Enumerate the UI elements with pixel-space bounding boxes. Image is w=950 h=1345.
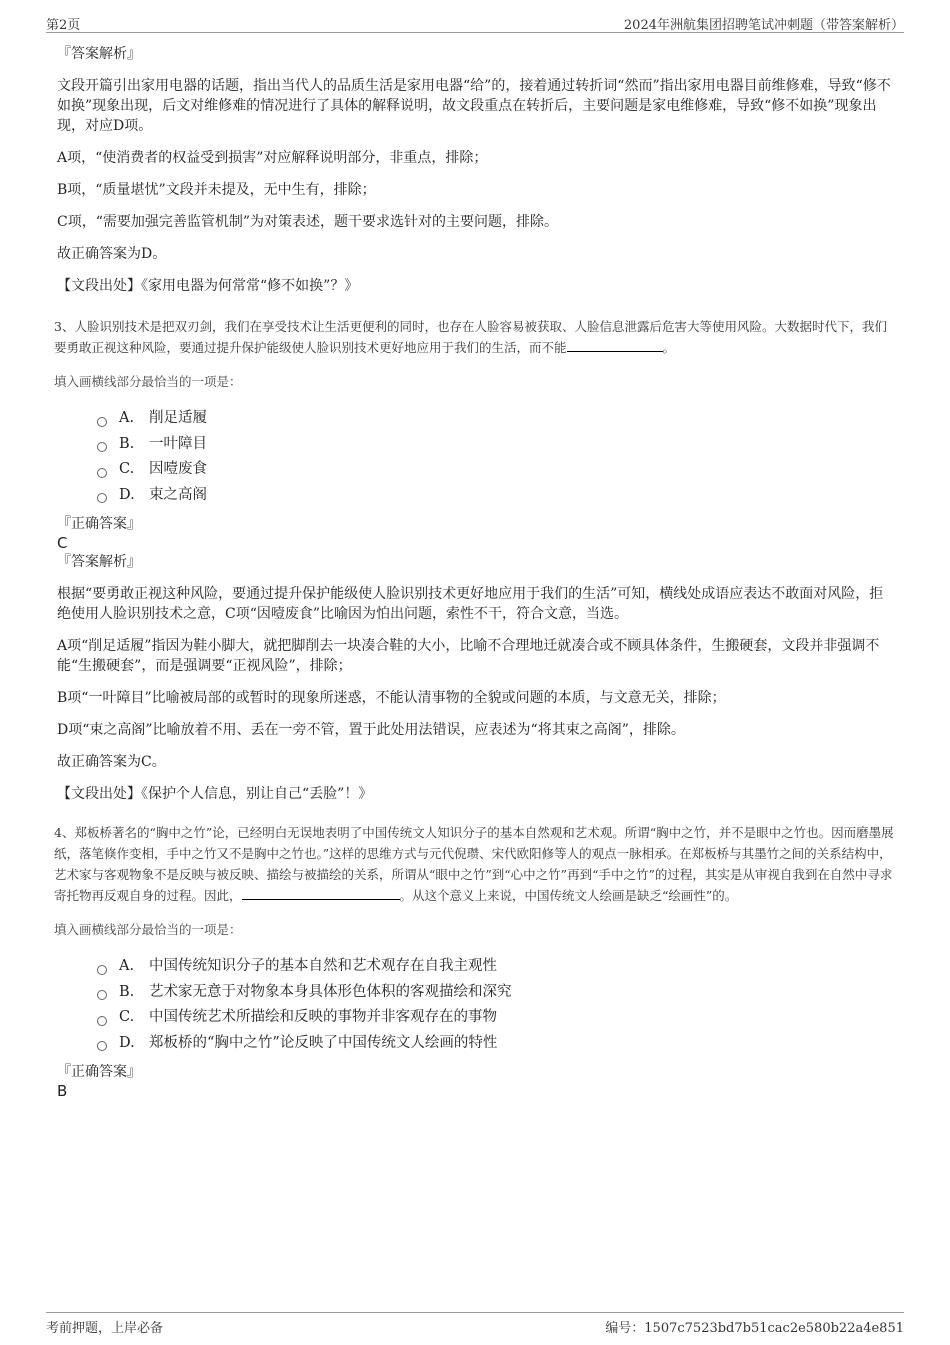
correct-answer-label: 『正确答案』: [57, 1064, 141, 1080]
analysis-option-b: B项，“质量堪忧”文段并未提及，无中生有，排除；: [57, 182, 376, 198]
document-title: 2024年洲航集团招聘笔试冲刺题（带答案解析）: [623, 18, 904, 33]
option-text: 束之高阁: [149, 486, 207, 503]
option-letter: A.: [119, 410, 135, 426]
option-text: 削足适履: [149, 410, 207, 426]
correct-answer: C: [57, 534, 68, 552]
radio-icon[interactable]: [97, 990, 107, 1000]
question-text-end: 。: [662, 340, 676, 355]
analysis-source: 【文段出处】《保护个人信息，别让自己“丢脸”！》: [57, 786, 373, 802]
option-text: 艺术家无意于对物象本身具体形色体积的客观描绘和深究: [149, 983, 512, 1000]
analysis-option-c: C项，“需要加强完善监管机制”为对策表述，题干要求选针对的主要问题，排除。: [57, 214, 559, 230]
option-text: 中国传统艺术所描绘和反映的事物并非客观存在的事物: [149, 1009, 497, 1025]
question-3: [54, 316, 895, 804]
option-d[interactable]: [97, 483, 895, 509]
analysis-option-a: A项，“使消费者的权益受到损害”对应解释说明部分，非重点，排除；: [57, 150, 488, 166]
option-letter: D.: [119, 1034, 135, 1051]
option-letter: C.: [119, 1009, 135, 1025]
question-prompt: 填入画横线部分最恰当的一项是：: [54, 374, 242, 389]
radio-icon[interactable]: [97, 493, 107, 503]
option-text: 郑板桥的“胸中之竹”论反映了中国传统文人绘画的特性: [149, 1034, 498, 1051]
question-4: [54, 822, 895, 1100]
option-letter: B.: [119, 983, 135, 1000]
main-content: [54, 44, 895, 1100]
analysis-option-d: D项“束之高阁”比喻放着不用、丢在一旁不管，置于此处用法错误，应表述为“将其束之高阁”，排除。: [57, 722, 685, 738]
radio-icon[interactable]: [97, 442, 107, 452]
radio-icon[interactable]: [97, 965, 107, 975]
radio-icon[interactable]: [97, 1016, 107, 1026]
option-d[interactable]: [97, 1031, 895, 1057]
analysis-conclusion: 故正确答案为C。: [57, 754, 166, 770]
option-letter: C.: [119, 461, 135, 477]
fill-blank: [567, 338, 663, 352]
analysis-label: 『答案解析』: [57, 46, 141, 62]
question-text-end: 。从这个意义上来说，中国传统文人绘画是缺乏“绘画性”的。: [399, 888, 738, 903]
option-letter: B.: [119, 435, 135, 452]
option-b[interactable]: [97, 432, 895, 458]
question-text: 4、郑板桥著名的“胸中之竹”论，已经明白无误地表明了中国传统文人知识分子的基本自然观和艺术观。所谓“胸中之竹，并不是眼中之竹也。因而磨墨展纸，落笔倏作变相，手中之竹又不是胸中之竹也。”这样的思维方式与元代倪瓒、宋代欧阳修等人的观点一脉相承。在郑板桥与其墨竹之间的关系结构中，艺术家与客观物象不是反映与被反映、描绘与被描绘的关系，所谓从“眼中之竹”到“心中之竹”再到“手中之竹”的过程，其实是从审视自我到在自然中寻求寄托物再反观自身的过程。因此，: [54, 825, 894, 903]
radio-icon[interactable]: [97, 417, 107, 427]
question-prompt: 填入画横线部分最恰当的一项是：: [54, 922, 242, 937]
analysis-conclusion: 故正确答案为D。: [57, 246, 167, 262]
option-b[interactable]: [97, 980, 895, 1006]
option-text: 因噎废食: [149, 461, 207, 477]
options-list: [97, 954, 895, 1056]
option-letter: D.: [119, 486, 135, 503]
document-id: 编号：1507c7523bd7b51cac2e580b22a4e851: [605, 1321, 904, 1336]
option-c[interactable]: [97, 457, 895, 483]
option-text: 中国传统知识分子的基本自然和艺术观存在自我主观性: [149, 958, 497, 974]
analysis-source: 【文段出处】《家用电器为何常常“修不如换”？》: [57, 278, 359, 294]
correct-answer: B: [57, 1082, 68, 1100]
page-footer: [46, 1312, 904, 1339]
option-a[interactable]: [97, 406, 895, 432]
option-a[interactable]: [97, 954, 895, 980]
question-stem: [54, 316, 895, 358]
footer-slogan: 考前押题，上岸必备: [46, 1321, 164, 1336]
page-header: [46, 10, 904, 33]
analysis-paragraph: 文段开篇引出家用电器的话题，指出当代人的品质生活是家用电器“给”的，接着通过转折词“然而”指出家用电器目前维修难，导致“修不如换”现象出现，后文对维修难的情况进行了具体的解释说明，故文段重点在转折后，主要问题是家电维修难，导致“修不如换”现象出现，对应D项。: [57, 78, 891, 134]
question-stem: [54, 822, 895, 906]
option-text: 一叶障目: [149, 435, 207, 452]
correct-answer-label: 『正确答案』: [57, 516, 141, 532]
option-c[interactable]: [97, 1005, 895, 1031]
analysis-option-a: A项“削足适履”指因为鞋小脚大，就把脚削去一块凑合鞋的大小，比喻不合理地迁就凑合或不顾具体条件，生搬硬套，文段并非强调不能“生搬硬套”，而是强调要“正视风险”，排除；: [57, 638, 880, 674]
radio-icon[interactable]: [97, 468, 107, 478]
q2-analysis: [57, 44, 895, 296]
options-list: [97, 406, 895, 508]
question-text: 3、人脸识别技术是把双刃剑，我们在享受技术让生活更便利的同时，也存在人脸容易被获取、人脸信息泄露后危害大等使用风险。大数据时代下，我们要勇敢正视这种风险，要通过提升保护能级使人脸识别技术更好地应用于我们的生活，而不能: [54, 319, 887, 355]
fill-blank: [242, 886, 400, 900]
analysis-option-b: B项“一叶障目”比喻被局部的或暂时的现象所迷惑，不能认清事物的全貌或问题的本质，与文意无关，排除；: [57, 690, 726, 706]
analysis-paragraph: 根据“要勇敢正视这种风险，要通过提升保护能级使人脸识别技术更好地应用于我们的生活”可知，横线处成语应表达不敢面对风险，拒绝使用人脸识别技术之意，C项“因噎废食”比喻因为怕出问题，索性不干，符合文意，当选。: [57, 586, 884, 622]
page-number: 第2页: [46, 18, 81, 33]
radio-icon[interactable]: [97, 1041, 107, 1051]
analysis-label: 『答案解析』: [57, 554, 141, 570]
option-letter: A.: [119, 958, 135, 974]
